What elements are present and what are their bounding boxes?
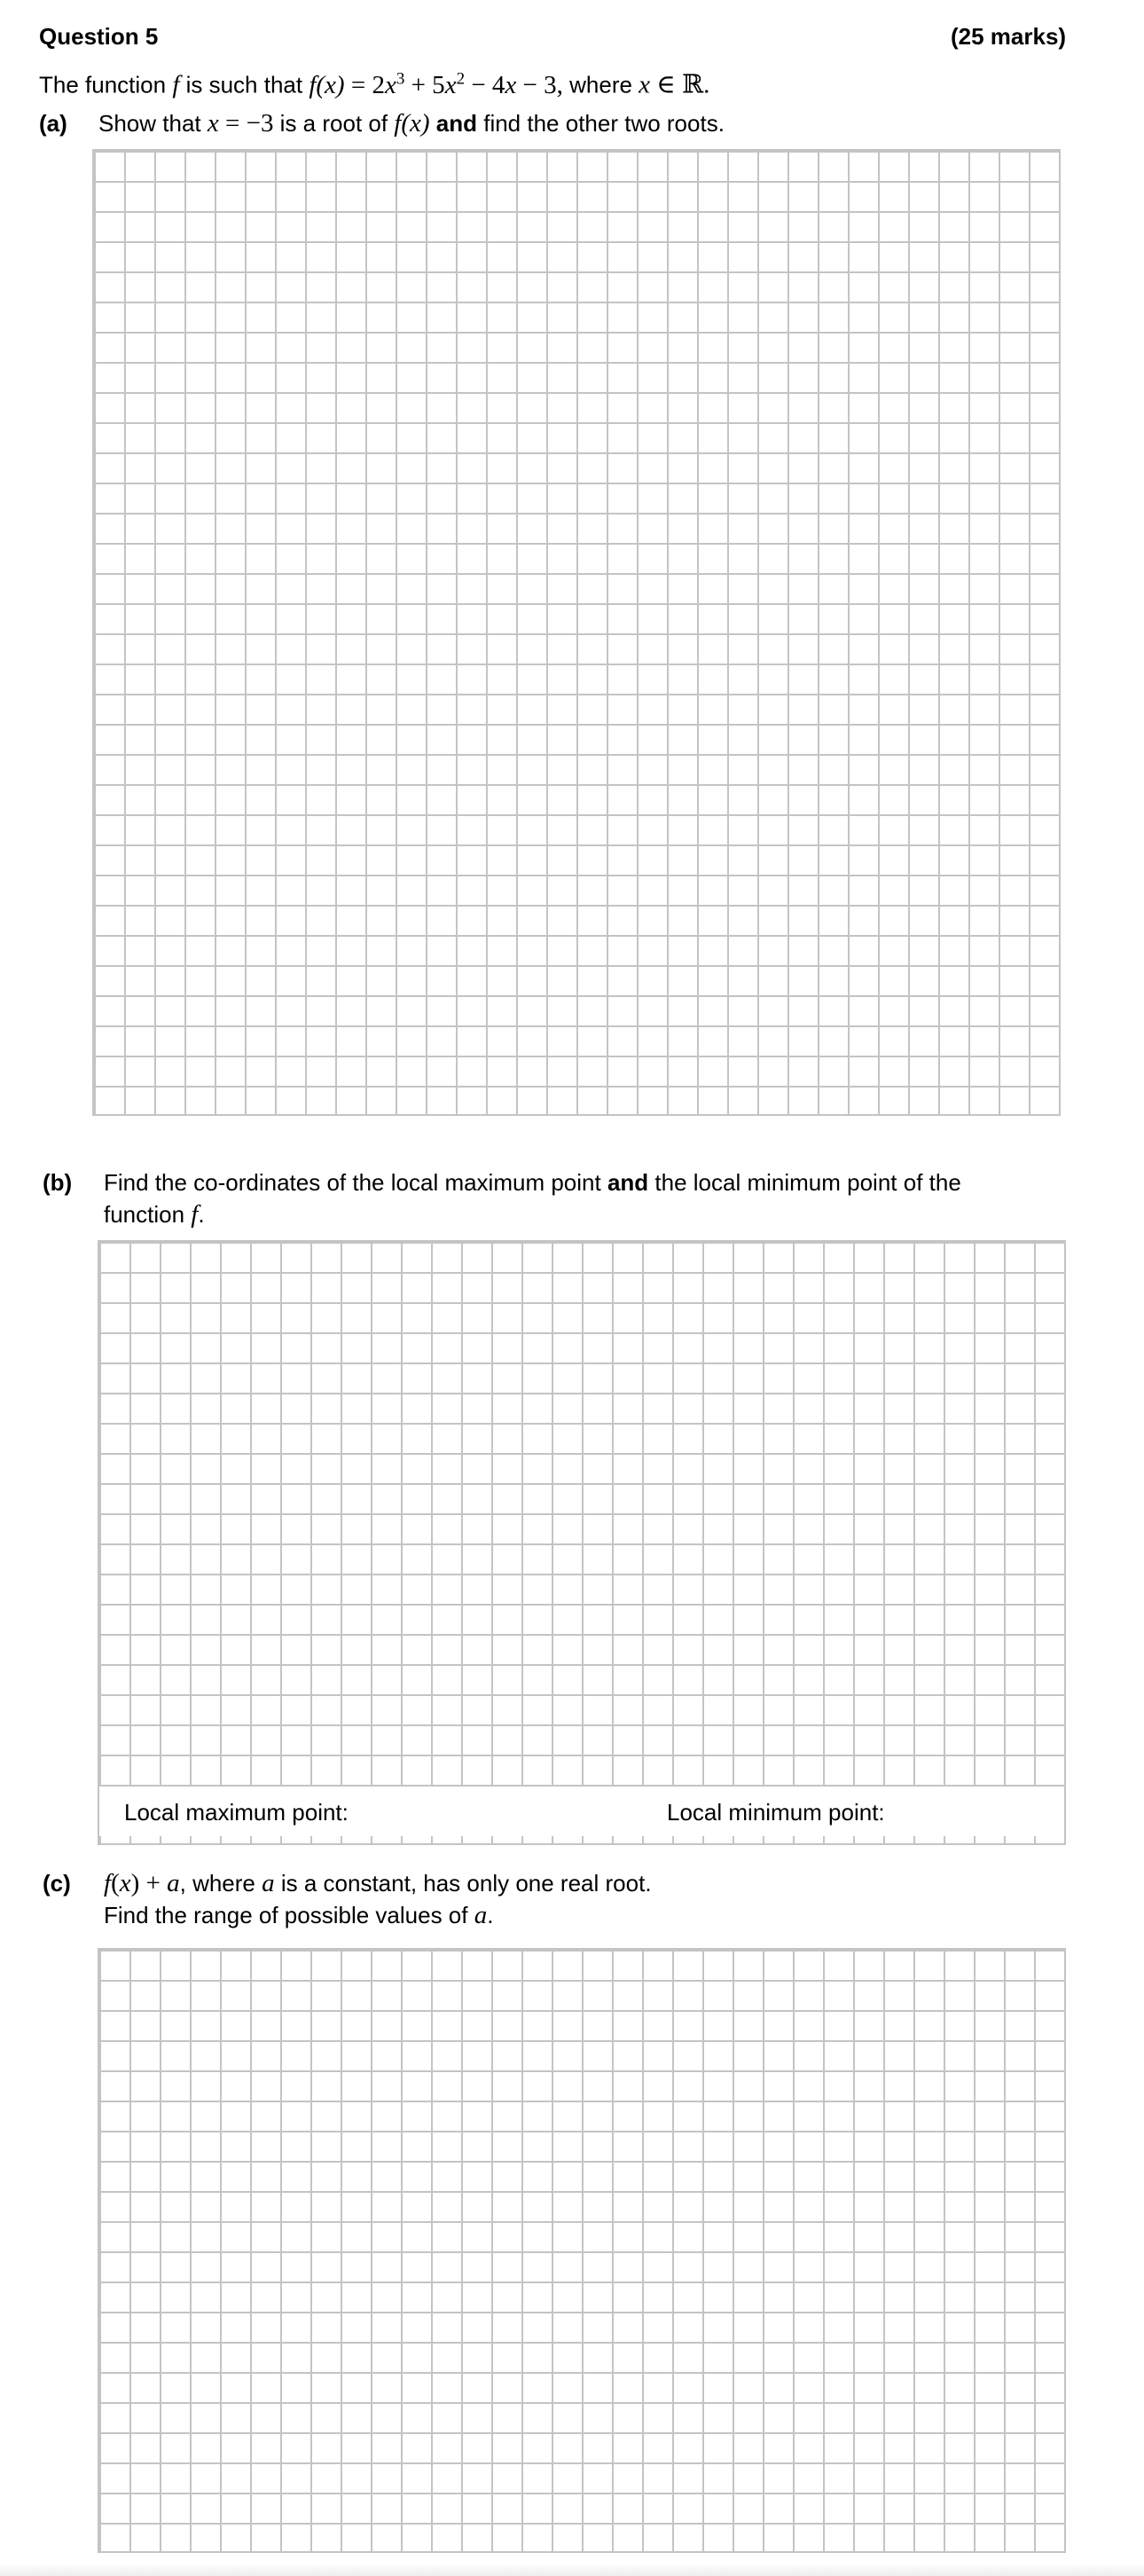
answer-grid-b[interactable] bbox=[98, 1240, 1066, 1845]
part-a-question: Show that x = −3 is a root of f(x) and find the other two roots. bbox=[98, 109, 725, 137]
answer-row-b bbox=[99, 1785, 1064, 1843]
local-min-label: Local minimum point: bbox=[667, 1799, 885, 1826]
function-definition: The function f is such that $f(x) = 2x^3 + 5x^2 - 4x - 3$, where x ∈ ℝ. bbox=[39, 69, 710, 99]
part-b-label: (b) bbox=[43, 1169, 73, 1196]
question-title: Question 5 bbox=[39, 23, 159, 50]
part-c-question-line2: Find the range of possible values of a. bbox=[104, 1901, 494, 1929]
part-c-label: (c) bbox=[43, 1870, 71, 1897]
answer-row-ticks bbox=[99, 1836, 1064, 1843]
part-b-question-line2: function f. bbox=[104, 1200, 205, 1229]
part-b-question-line1: Find the co-ordinates of the local maximum point and the local minimum point of the bbox=[104, 1169, 961, 1196]
answer-grid-a[interactable] bbox=[92, 149, 1061, 1116]
marks-label: (25 marks) bbox=[951, 23, 1067, 50]
part-a-label: (a) bbox=[39, 110, 67, 137]
answer-grid-c[interactable] bbox=[98, 1948, 1066, 2553]
local-max-label: Local maximum point: bbox=[124, 1799, 349, 1826]
page-edge-shadow bbox=[0, 2564, 1144, 2576]
part-c-question-line1: f(x) + a, where a is a constant, has only one real root. bbox=[104, 1869, 652, 1897]
